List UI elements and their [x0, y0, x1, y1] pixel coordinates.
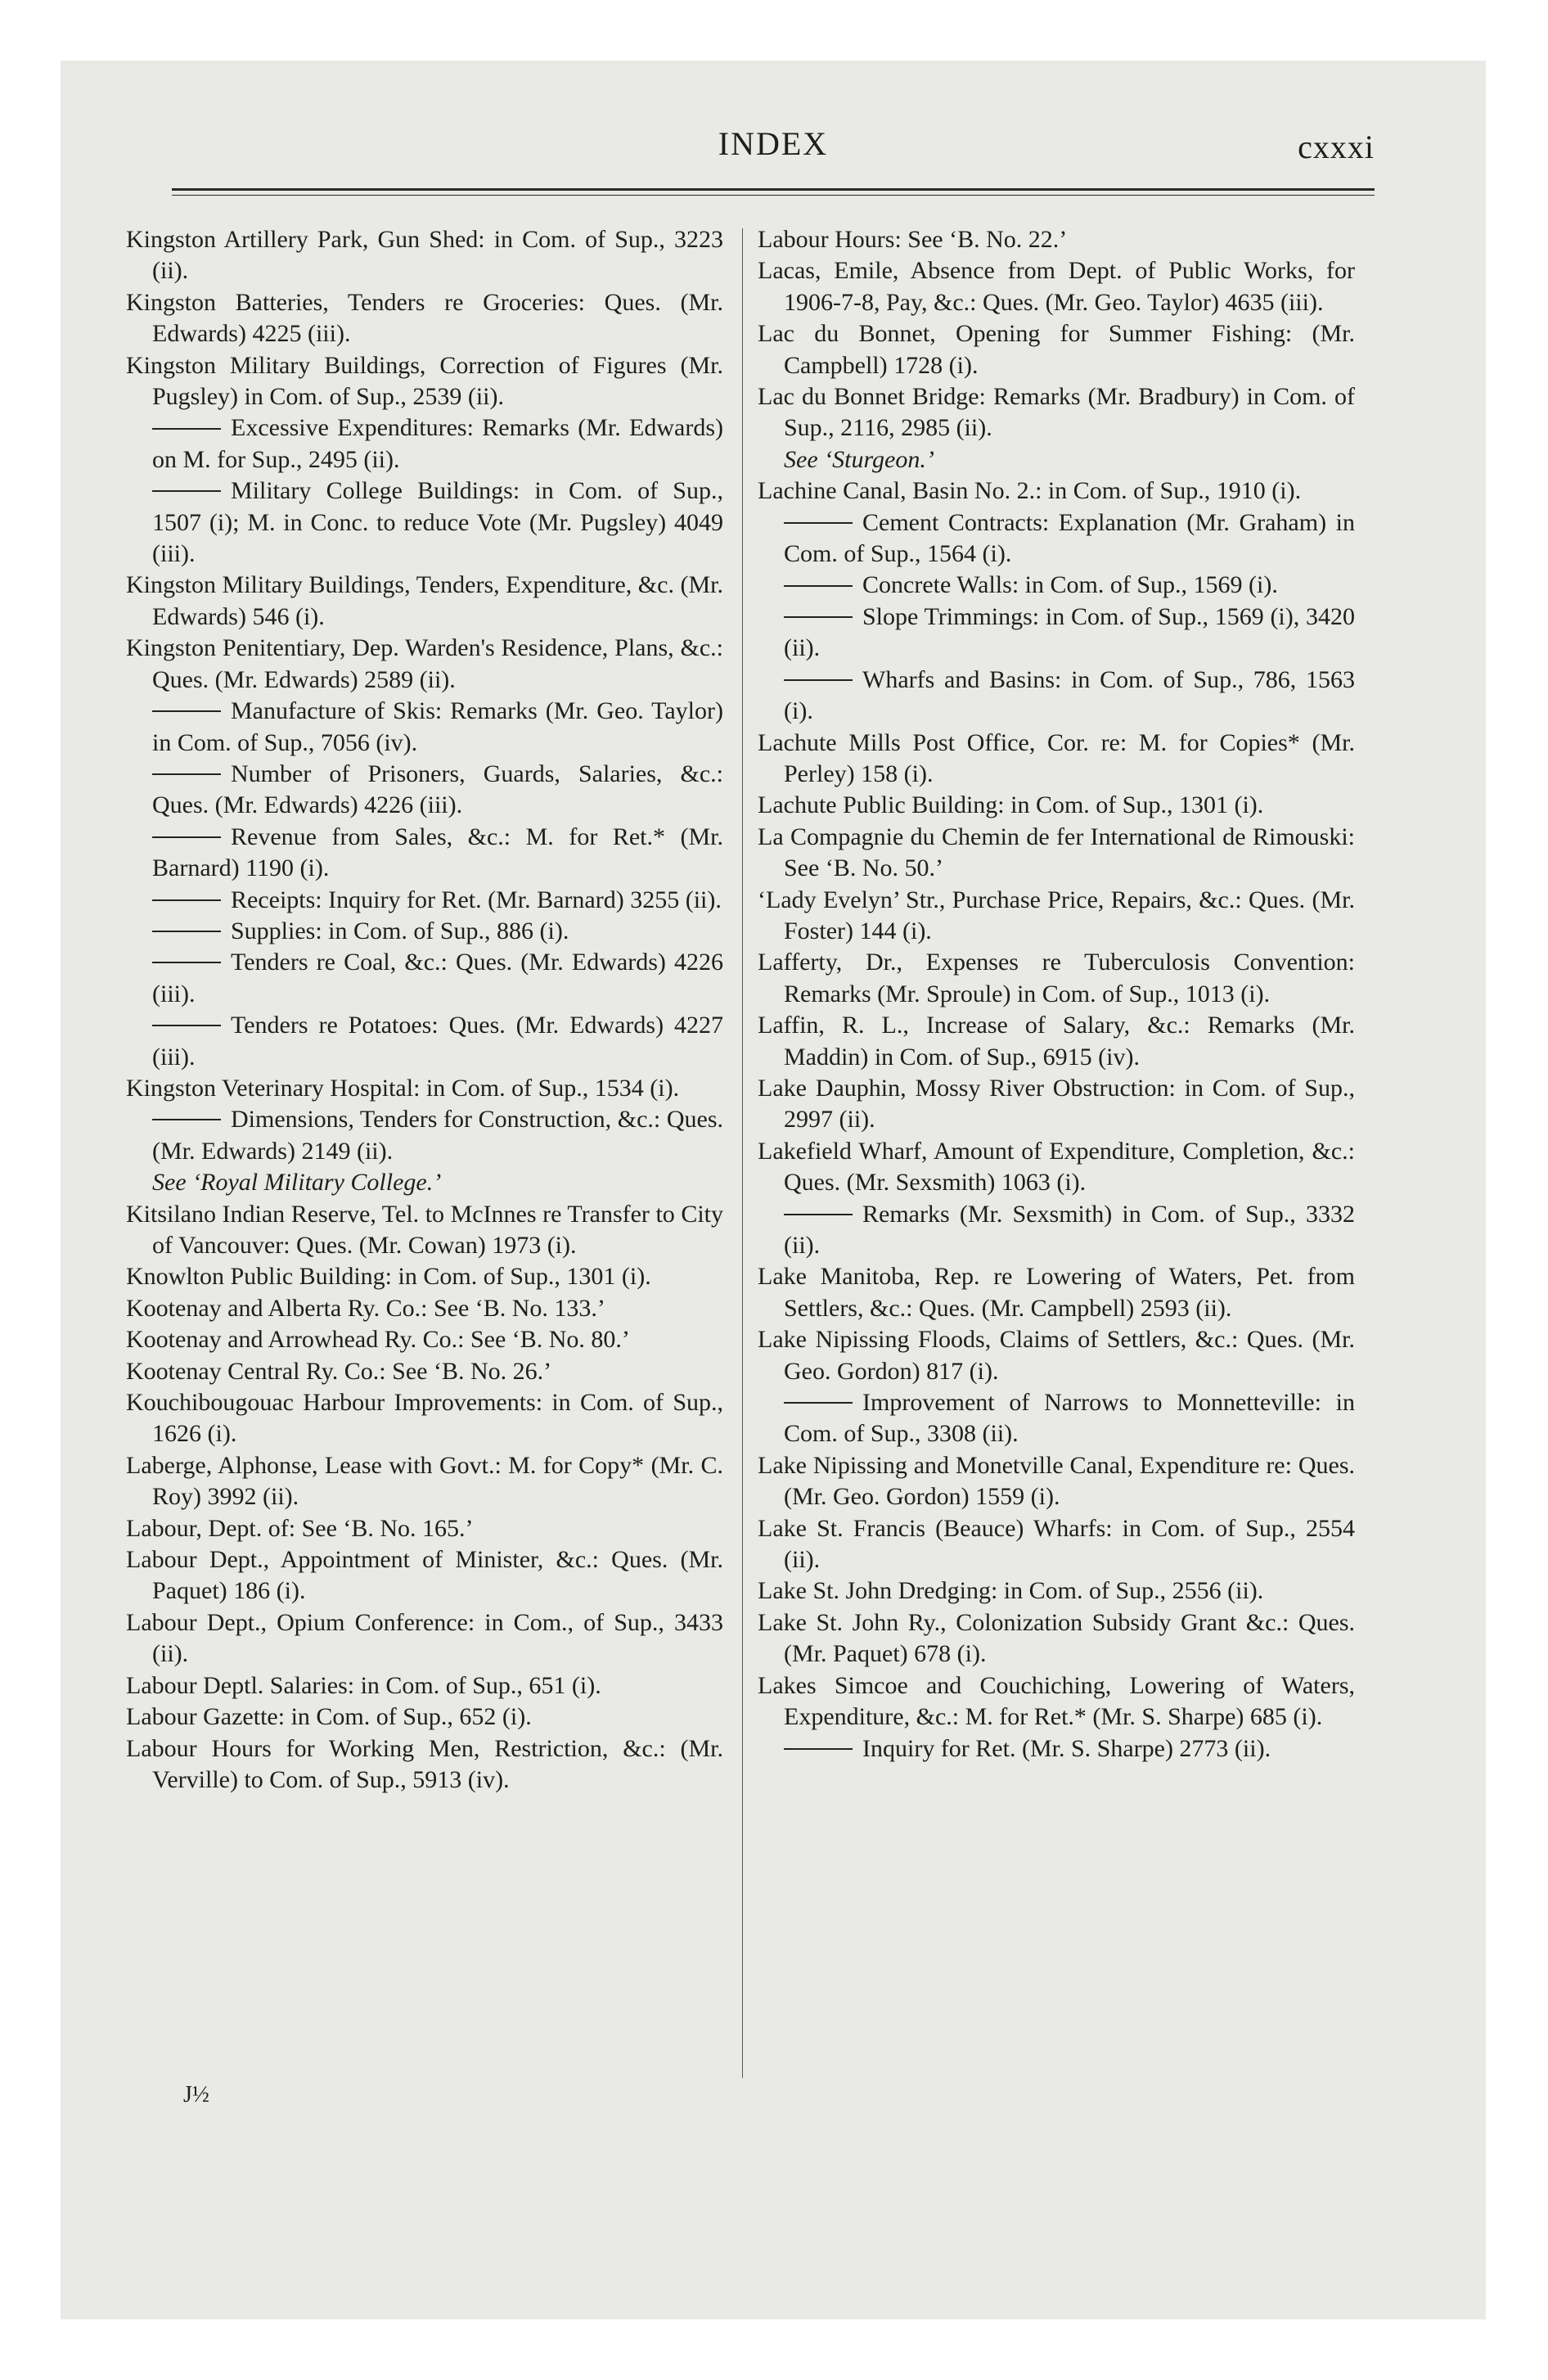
entry-text: Kouchibougouac Harbour Improvements: in Com. of Sup., 1626 (i).	[126, 1389, 723, 1448]
ditto-dash	[152, 1119, 221, 1120]
page-number: cxxxi	[1298, 128, 1375, 165]
entry-text: Lake St. John Dredging: in Com. of Sup., 2556 (ii).	[758, 1577, 1264, 1605]
index-subentry	[126, 885, 723, 916]
entry-text: Inquiry for Ret. (Mr. S. Sharpe) 2773 (ii).	[862, 1734, 1271, 1762]
entry-text: Labour Gazette: in Com. of Sup., 652 (i).	[126, 1703, 532, 1731]
entry-text: Tenders re Coal, &c.: Ques. (Mr. Edwards) 4226 (iii).	[152, 949, 723, 1007]
index-entry	[126, 224, 723, 287]
entry-text: See ‘Sturgeon.’	[784, 445, 934, 473]
entry-text: Tenders re Potatoes: Ques. (Mr. Edwards) 4227 (iii).	[152, 1012, 723, 1071]
ditto-dash	[152, 428, 221, 430]
ditto-dash	[152, 931, 221, 932]
entry-text: Lacas, Emile, Absence from Dept. of Public Works, for 1906-7-8, Pay, &c.: Ques. (Mr. Geo. Taylor) 4635 (iii).	[758, 257, 1355, 316]
entry-text: Lakes Simcoe and Couchiching, Lowering of Waters, Expenditure, &c.: M. for Ret.* (Mr. S. Sharpe) 685 (i).	[758, 1671, 1355, 1731]
entry-text: Kingston Military Buildings, Correction of Figures (Mr. Pugsley) in Com. of Sup., 2539 (ii).	[126, 351, 723, 411]
entry-text: Revenue from Sales, &c.: M. for Ret.* (Mr. Barnard) 1190 (i).	[152, 823, 723, 882]
entry-text: Improvement of Narrows to Monnetteville: in Com. of Sup., 3308 (ii).	[784, 1389, 1355, 1448]
entry-text: Concrete Walls: in Com. of Sup., 1569 (i).	[862, 571, 1278, 599]
index-entry	[758, 822, 1355, 885]
entry-text: Lakefield Wharf, Amount of Expenditure, Completion, &c.: Ques. (Mr. Sexsmith) 1063 (i).	[758, 1137, 1355, 1197]
index-subentry	[758, 1387, 1355, 1450]
index-subentry	[758, 1733, 1355, 1765]
index-entry	[126, 1324, 723, 1355]
index-entry	[758, 1513, 1355, 1576]
entry-text: Kingston Penitentiary, Dep. Warden's Residence, Plans, &c.: Ques. (Mr. Edwards) 2589 (ii).	[126, 634, 723, 693]
index-page	[61, 61, 1486, 2319]
index-subentry	[126, 947, 723, 1010]
index-entry	[126, 1261, 723, 1292]
index-entry	[758, 255, 1355, 318]
entry-text: Slope Trimmings: in Com. of Sup., 1569 (i), 3420 (ii).	[784, 602, 1355, 662]
ditto-dash	[784, 616, 853, 618]
index-entry	[126, 633, 723, 696]
index-entry	[758, 1450, 1355, 1513]
index-entry	[126, 350, 723, 413]
index-entry	[758, 790, 1355, 821]
index-entry	[758, 1010, 1355, 1073]
index-entry	[758, 1073, 1355, 1136]
index-entry	[126, 1450, 723, 1513]
header-rule-thin	[172, 195, 1375, 196]
entry-text: Supplies: in Com. of Sup., 886 (i).	[231, 917, 569, 944]
index-entry	[126, 1387, 723, 1450]
index-entry	[758, 1261, 1355, 1324]
entry-text: Kingston Veterinary Hospital: in Com. of Sup., 1534 (i).	[126, 1074, 680, 1102]
index-entry	[126, 287, 723, 350]
entry-text: Remarks (Mr. Sexsmith) in Com. of Sup., 3332 (ii).	[784, 1200, 1355, 1259]
index-entry	[758, 1575, 1355, 1607]
entry-text: Lachute Public Building: in Com. of Sup., 1301 (i).	[758, 791, 1264, 819]
header-rule-thick	[172, 188, 1375, 191]
entry-text: Kootenay Central Ry. Co.: See ‘B. No. 26.’	[126, 1357, 552, 1385]
index-entry	[758, 1670, 1355, 1733]
index-subentry	[758, 507, 1355, 570]
entry-text: Dimensions, Tenders for Construction, &c.: Ques. (Mr. Edwards) 2149 (ii).	[152, 1106, 723, 1165]
ditto-dash	[784, 1402, 853, 1404]
entry-text: Military College Buildings: in Com. of Sup., 1507 (i); M. in Conc. to reduce Vote (Mr. Pugsley) 4049 (iii).	[152, 477, 723, 568]
page-header	[61, 118, 1486, 167]
entry-text: Lake Manitoba, Rep. re Lowering of Waters, Pet. from Settlers, &c.: Ques. (Mr. Campbell) 2593 (ii).	[758, 1263, 1355, 1322]
entry-text: Kootenay and Alberta Ry. Co.: See ‘B. No. 133.’	[126, 1294, 605, 1322]
index-entry	[126, 1073, 723, 1104]
entry-text: Lake St. John Ry., Colonization Subsidy Grant &c.: Ques. (Mr. Paquet) 678 (i).	[758, 1608, 1355, 1668]
entry-text: Lac du Bonnet, Opening for Summer Fishing: (Mr. Campbell) 1728 (i).	[758, 320, 1355, 379]
index-subentry	[758, 570, 1355, 601]
entry-text: Lake Nipissing Floods, Claims of Settlers, &c.: Ques. (Mr. Geo. Gordon) 817 (i).	[758, 1326, 1355, 1385]
index-subentry	[126, 1104, 723, 1167]
entry-text: Labour Dept., Appointment of Minister, &c.: Ques. (Mr. Paquet) 186 (i).	[126, 1546, 723, 1605]
entry-text: Kingston Military Buildings, Tenders, Expenditure, &c. (Mr. Edwards) 546 (i).	[126, 571, 723, 630]
entry-text: Lachine Canal, Basin No. 2.: in Com. of Sup., 1910 (i).	[758, 477, 1302, 505]
index-subentry	[126, 476, 723, 570]
entry-text: Lachute Mills Post Office, Cor. re: M. for Copies* (Mr. Perley) 158 (i).	[758, 728, 1355, 787]
entry-text: Labour, Dept. of: See ‘B. No. 165.’	[126, 1514, 474, 1542]
entry-text: Lake Dauphin, Mossy River Obstruction: in Com. of Sup., 2997 (ii).	[758, 1074, 1355, 1134]
entry-text: Kootenay and Arrowhead Ry. Co.: See ‘B. No. 80.’	[126, 1326, 630, 1354]
entry-text: Labour Hours: See ‘B. No. 22.’	[758, 226, 1068, 253]
ditto-dash	[784, 679, 853, 681]
index-entry	[758, 476, 1355, 507]
index-entry	[126, 1199, 723, 1262]
page-title: INDEX	[718, 125, 829, 162]
entry-text: Excessive Expenditures: Remarks (Mr. Edwards) on M. for Sup., 2495 (ii).	[152, 414, 723, 473]
index-entry	[758, 318, 1355, 381]
entry-text: Laffin, R. L., Increase of Salary, &c.: Remarks (Mr. Maddin) in Com. of Sup., 6915 (iv).	[758, 1012, 1355, 1071]
index-entry	[126, 1670, 723, 1702]
index-entry	[758, 728, 1355, 791]
ditto-dash	[784, 1214, 853, 1215]
signature-mark: J½	[183, 2082, 209, 2107]
see-reference	[126, 1167, 723, 1198]
ditto-dash	[784, 1748, 853, 1750]
entry-text: Number of Prisoners, Guards, Salaries, &c.: Ques. (Mr. Edwards) 4226 (iii).	[152, 760, 723, 819]
index-entry	[758, 1324, 1355, 1387]
index-entry	[126, 1702, 723, 1733]
index-subentry	[126, 696, 723, 759]
entry-text: Labour Deptl. Salaries: in Com. of Sup., 651 (i).	[126, 1671, 601, 1699]
index-subentry	[758, 1199, 1355, 1262]
index-entry	[126, 1544, 723, 1607]
index-subentry	[126, 1010, 723, 1073]
index-subentry	[758, 602, 1355, 665]
entry-text: Kingston Artillery Park, Gun Shed: in Com. of Sup., 3223 (ii).	[126, 226, 723, 285]
ditto-dash	[784, 522, 853, 524]
entry-text: Labour Dept., Opium Conference: in Com., of Sup., 3433 (ii).	[126, 1608, 723, 1668]
index-subentry	[126, 822, 723, 885]
see-reference	[758, 444, 1355, 476]
index-entry	[126, 1513, 723, 1544]
entry-text: See ‘Royal Military College.’	[152, 1169, 442, 1197]
ditto-dash	[152, 962, 221, 963]
index-entry	[758, 947, 1355, 1010]
index-subentry	[126, 759, 723, 822]
index-entry	[126, 1356, 723, 1387]
entry-text: ‘Lady Evelyn’ Str., Purchase Price, Repairs, &c.: Ques. (Mr. Foster) 144 (i).	[758, 886, 1355, 944]
entry-text: Receipts: Inquiry for Ret. (Mr. Barnard) 3255 (ii).	[231, 886, 722, 913]
entry-text: Knowlton Public Building: in Com. of Sup., 1301 (i).	[126, 1263, 651, 1291]
index-column-right	[758, 224, 1355, 1765]
entry-text: Wharfs and Basins: in Com. of Sup., 786, 1563 (i).	[784, 665, 1355, 725]
entry-text: Manufacture of Skis: Remarks (Mr. Geo. Taylor) in Com. of Sup., 7056 (iv).	[152, 697, 723, 756]
entry-text: Laberge, Alphonse, Lease with Govt.: M. for Copy* (Mr. C. Roy) 3992 (ii).	[126, 1451, 723, 1511]
index-entry	[126, 1607, 723, 1670]
index-column-left	[126, 224, 723, 1796]
entry-text: La Compagnie du Chemin de fer International de Rimouski: See ‘B. No. 50.’	[758, 823, 1355, 882]
entry-text: Kingston Batteries, Tenders re Groceries: Ques. (Mr. Edwards) 4225 (iii).	[126, 288, 723, 348]
index-entry	[758, 1136, 1355, 1199]
ditto-dash	[152, 710, 221, 712]
entry-text: Lake Nipissing and Monetville Canal, Expenditure re: Ques. (Mr. Geo. Gordon) 1559 (i).	[758, 1451, 1355, 1511]
index-entry	[758, 224, 1355, 255]
column-divider	[742, 228, 743, 2078]
index-entry	[126, 570, 723, 633]
ditto-dash	[152, 899, 221, 901]
ditto-dash	[152, 490, 221, 492]
index-entry	[758, 885, 1355, 948]
entry-text: Labour Hours for Working Men, Restriction, &c.: (Mr. Verville) to Com. of Sup., 5913 (iv).	[126, 1734, 723, 1793]
entry-text: Lafferty, Dr., Expenses re Tuberculosis Convention: Remarks (Mr. Sproule) in Com. of Sup., 1013 (i).	[758, 949, 1355, 1007]
ditto-dash	[152, 836, 221, 838]
entry-text: Lac du Bonnet Bridge: Remarks (Mr. Bradbury) in Com. of Sup., 2116, 2985 (ii).	[758, 383, 1355, 442]
index-entry	[758, 1607, 1355, 1670]
index-subentry	[126, 916, 723, 947]
ditto-dash	[152, 1025, 221, 1026]
index-subentry	[758, 665, 1355, 728]
entry-text: Kitsilano Indian Reserve, Tel. to McInnes re Transfer to City of Vancouver: Ques. (Mr. Cowan) 1973 (i).	[126, 1200, 723, 1259]
entry-text: Lake St. Francis (Beauce) Wharfs: in Com. of Sup., 2554 (ii).	[758, 1514, 1355, 1574]
index-subentry	[126, 412, 723, 476]
index-entry	[758, 381, 1355, 444]
ditto-dash	[784, 585, 853, 587]
ditto-dash	[152, 773, 221, 775]
index-entry	[126, 1733, 723, 1796]
index-entry	[126, 1293, 723, 1324]
entry-text: Cement Contracts: Explanation (Mr. Graham) in Com. of Sup., 1564 (i).	[784, 508, 1355, 568]
